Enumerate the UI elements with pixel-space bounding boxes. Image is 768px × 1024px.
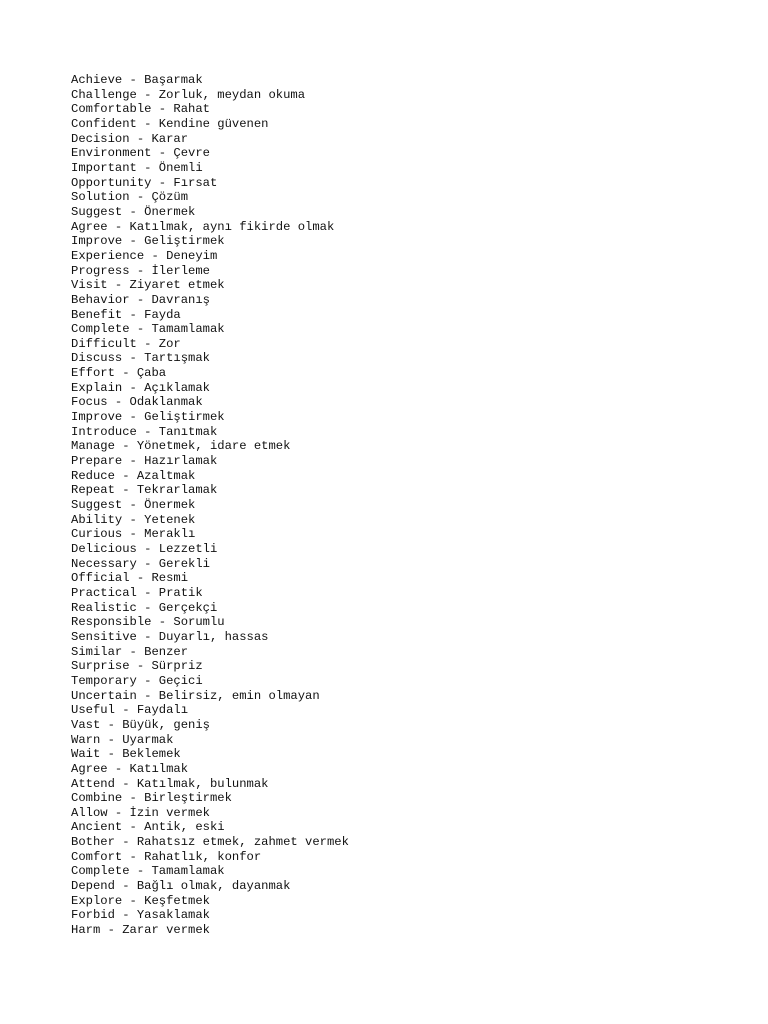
vocabulary-entry: Improve - Geliştirmek bbox=[71, 410, 225, 425]
vocabulary-entry: Combine - Birleştirmek bbox=[71, 791, 232, 806]
vocabulary-entry: Progress - İlerleme bbox=[71, 263, 210, 278]
vocabulary-entry: Necessary - Gerekli bbox=[71, 556, 210, 571]
vocabulary-entry: Environment - Çevre bbox=[71, 146, 210, 161]
vocabulary-entry: Manage - Yönetmek, idare etmek bbox=[71, 439, 291, 454]
vocabulary-entry: Confident - Kendine güvenen bbox=[71, 116, 269, 131]
vocabulary-entry: Opportunity - Fırsat bbox=[71, 175, 218, 190]
vocabulary-entry: Prepare - Hazırlamak bbox=[71, 454, 218, 469]
vocabulary-entry: Comfort - Rahatlık, konfor bbox=[71, 849, 262, 864]
vocabulary-entry: Official - Resmi bbox=[71, 571, 189, 586]
vocabulary-entry: Solution - Çözüm bbox=[71, 190, 189, 205]
vocabulary-entry: Suggest - Önermek bbox=[71, 204, 196, 219]
vocabulary-entry: Temporary - Geçici bbox=[71, 673, 203, 688]
vocabulary-entry: Explore - Keşfetmek bbox=[71, 893, 210, 908]
vocabulary-entry: Allow - İzin vermek bbox=[71, 805, 210, 820]
vocabulary-list bbox=[71, 73, 349, 938]
vocabulary-entry: Ancient - Antik, eski bbox=[71, 820, 225, 835]
vocabulary-entry: Decision - Karar bbox=[71, 131, 189, 146]
vocabulary-entry: Responsible - Sorumlu bbox=[71, 615, 225, 630]
vocabulary-entry: Useful - Faydalı bbox=[71, 703, 189, 718]
vocabulary-entry: Introduce - Tanıtmak bbox=[71, 424, 218, 439]
vocabulary-entry: Difficult - Zor bbox=[71, 336, 181, 351]
vocabulary-entry: Comfortable - Rahat bbox=[71, 102, 210, 117]
vocabulary-entry: Agree - Katılmak, aynı fikirde olmak bbox=[71, 219, 335, 234]
vocabulary-entry: Behavior - Davranış bbox=[71, 292, 210, 307]
vocabulary-entry: Experience - Deneyim bbox=[71, 248, 218, 263]
vocabulary-entry: Ability - Yetenek bbox=[71, 512, 196, 527]
vocabulary-entry: Realistic - Gerçekçi bbox=[71, 600, 218, 615]
vocabulary-entry: Sensitive - Duyarlı, hassas bbox=[71, 629, 269, 644]
vocabulary-entry: Improve - Geliştirmek bbox=[71, 234, 225, 249]
vocabulary-entry: Important - Önemli bbox=[71, 160, 203, 175]
vocabulary-entry: Achieve - Başarmak bbox=[71, 73, 203, 87]
vocabulary-entry: Discuss - Tartışmak bbox=[71, 351, 210, 366]
vocabulary-entry: Surprise - Sürpriz bbox=[71, 659, 203, 674]
vocabulary-entry: Focus - Odaklanmak bbox=[71, 395, 203, 410]
vocabulary-entry: Warn - Uyarmak bbox=[71, 732, 174, 747]
vocabulary-entry: Depend - Bağlı olmak, dayanmak bbox=[71, 879, 291, 894]
vocabulary-entry: Practical - Pratik bbox=[71, 585, 203, 600]
vocabulary-entry: Reduce - Azaltmak bbox=[71, 468, 196, 483]
vocabulary-entry: Agree - Katılmak bbox=[71, 761, 189, 776]
vocabulary-entry: Visit - Ziyaret etmek bbox=[71, 278, 225, 293]
vocabulary-entry: Forbid - Yasaklamak bbox=[71, 908, 210, 923]
vocabulary-entry: Harm - Zarar vermek bbox=[71, 923, 210, 938]
vocabulary-entry: Suggest - Önermek bbox=[71, 498, 196, 513]
vocabulary-entry: Bother - Rahatsız etmek, zahmet vermek bbox=[71, 835, 349, 850]
vocabulary-entry: Effort - Çaba bbox=[71, 366, 167, 381]
vocabulary-entry: Curious - Meraklı bbox=[71, 527, 196, 542]
vocabulary-entry: Benefit - Fayda bbox=[71, 307, 181, 322]
vocabulary-entry: Similar - Benzer bbox=[71, 644, 189, 659]
vocabulary-entry: Complete - Tamamlamak bbox=[71, 322, 225, 337]
vocabulary-entry: Delicious - Lezzetli bbox=[71, 542, 218, 556]
vocabulary-entry: Uncertain - Belirsiz, emin olmayan bbox=[71, 688, 320, 703]
vocabulary-entry: Complete - Tamamlamak bbox=[71, 864, 225, 879]
vocabulary-entry: Explain - Açıklamak bbox=[71, 380, 210, 395]
vocabulary-entry: Attend - Katılmak, bulunmak bbox=[71, 776, 269, 791]
vocabulary-entry: Challenge - Zorluk, meydan okuma bbox=[71, 87, 306, 102]
vocabulary-entry: Wait - Beklemek bbox=[71, 747, 181, 762]
vocabulary-entry: Repeat - Tekrarlamak bbox=[71, 483, 218, 498]
vocabulary-entry: Vast - Büyük, geniş bbox=[71, 717, 210, 732]
